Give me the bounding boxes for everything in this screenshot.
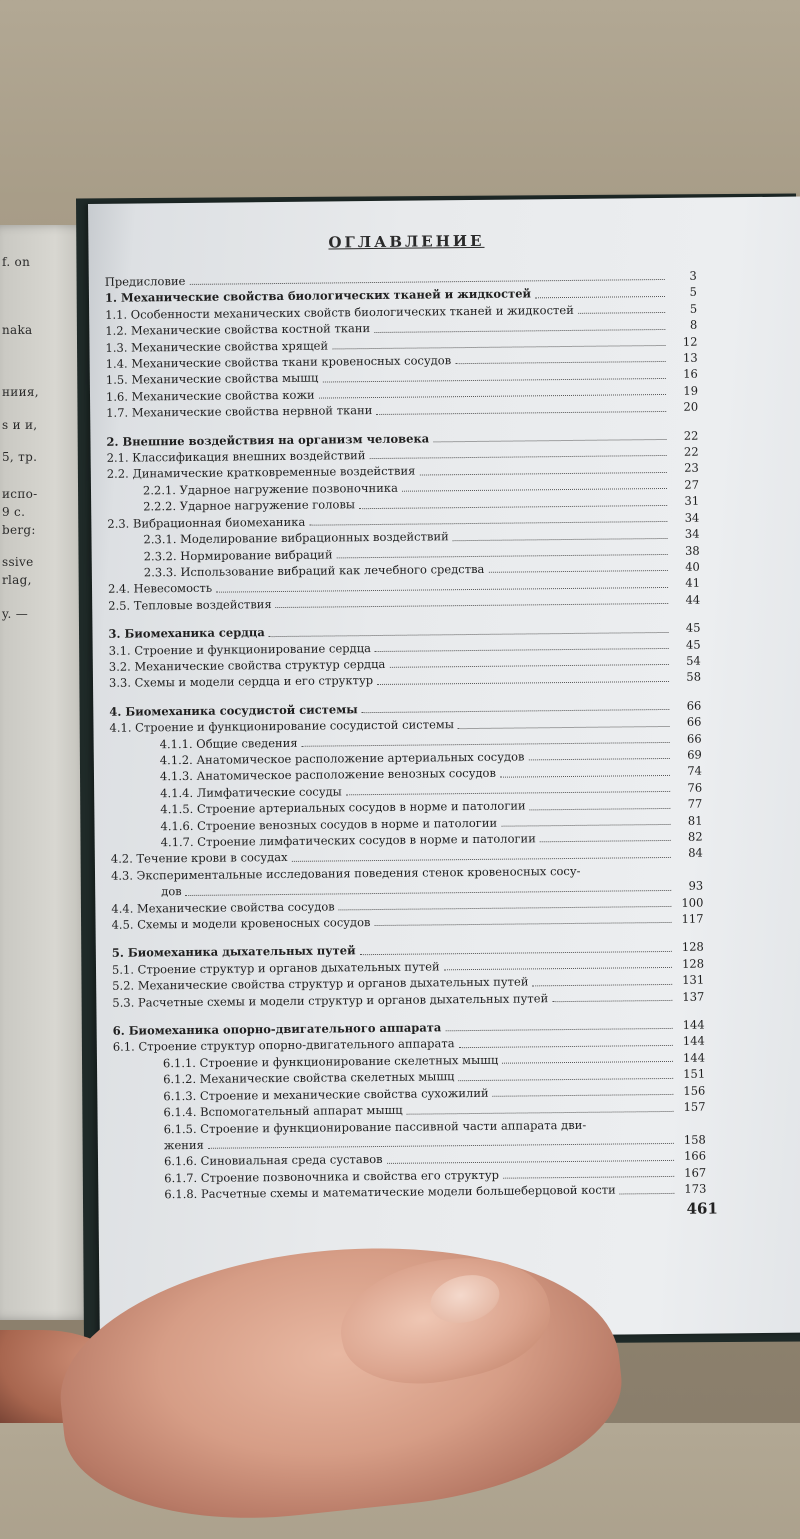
toc-entry-title: 5.2. Механические свойства структур и органов дыхательных путей — [112, 974, 528, 995]
toc-entry-title: 1. Механические свойства биологических тканей и жидкостей — [105, 286, 531, 307]
toc-entry-page: 69 — [674, 747, 702, 764]
left-page-fragment: s и и, — [2, 418, 37, 432]
toc-entry-page: 167 — [678, 1164, 706, 1181]
toc-leader-dots — [309, 521, 667, 526]
toc-entry-title: 5. Биомеханика дыхательных путей — [112, 943, 356, 962]
toc-entry-page: 27 — [671, 476, 699, 493]
toc-entry-title: 6. Биомеханика опорно-двигательного аппарата — [113, 1019, 442, 1039]
left-page-fragment: f. on — [2, 255, 30, 269]
toc-entry-title: 4.4. Механические свойства сосудов — [111, 898, 335, 917]
left-page-fragment: naka — [2, 323, 33, 337]
toc-entry-title: 2.2. Динамические кратковременные воздействия — [107, 463, 416, 483]
toc-leader-dots — [374, 329, 665, 333]
toc-leader-dots — [493, 1094, 674, 1097]
toc-leader-dots — [359, 505, 667, 509]
toc-leader-dots — [500, 775, 670, 778]
toc-entry-title: 4.1.4. Лимфатические сосуды — [110, 783, 342, 802]
toc-entry-page: 166 — [678, 1148, 706, 1165]
toc-entry-title: 1.6. Механические свойства кожи — [106, 386, 315, 405]
toc-leader-dots — [375, 648, 669, 652]
toc-entry-title: 2. Внешние воздействия на организм человека — [106, 430, 429, 450]
toc-leader-dots — [445, 1028, 672, 1031]
toc-entry-page: 13 — [670, 350, 698, 367]
toc-entry-title: 6.1.5. Строение и функционирование пассивной части аппарата дви- — [114, 1116, 587, 1137]
toc-entry-title: 6.1. Строение структур опорно-двигательного аппарата — [113, 1036, 455, 1056]
toc-entry-page: 54 — [673, 653, 701, 670]
toc-leader-dots — [502, 1061, 673, 1064]
toc-entry-title: 1.2. Механические свойства костной ткани — [105, 320, 370, 339]
toc-entry-title: 6.1.1. Строение и функционирование скелетных мышц — [113, 1052, 498, 1072]
toc-entry-page: 19 — [670, 382, 698, 399]
left-page-fragment: 9 с. — [2, 505, 25, 519]
toc-entry-title: 3.3. Схемы и модели сердца и его структур — [109, 672, 373, 691]
toc-entry-title: 2.1. Классификация внешних воздействий — [107, 447, 366, 466]
toc-entry-title: 4.1.7. Строение лимфатических сосудов в норме и патологии — [111, 830, 536, 851]
toc-entry-title: 2.4. Невесомость — [108, 580, 212, 597]
toc-leader-dots — [459, 1078, 674, 1081]
toc-list — [105, 268, 707, 1204]
toc-entry-page: 100 — [675, 894, 703, 911]
toc-entry-title: 2.3.2. Нормирование вибраций — [108, 546, 333, 565]
toc-entry-page: 76 — [674, 779, 702, 796]
toc-entry-page: 66 — [673, 714, 701, 731]
left-page-fragment: berg: — [2, 523, 36, 537]
toc-entry-title: 2.2.1. Ударное нагружение позвоночника — [107, 480, 398, 499]
toc-entry-title: 1.7. Механические свойства нервной ткани — [106, 402, 372, 421]
toc-leader-dots — [337, 554, 668, 558]
toc-entry-title: 6.1.4. Вспомогательный аппарат мышц — [113, 1102, 402, 1121]
toc-entry-title: 6.1.3. Строение и механические свойства сухожилий — [113, 1085, 488, 1105]
toc-entry-page: 131 — [676, 972, 704, 989]
toc-entry-page: 31 — [671, 493, 699, 510]
toc-entry-title: 4.1.6. Строение венозных сосудов в норме и патологии — [110, 814, 497, 834]
toc-entry-title: 4.1. Строение и функционирование сосудистой системы — [109, 716, 454, 736]
toc-entry-title: 4.3. Экспериментальные исследования поведения стенок кровеносных сосу- — [111, 863, 581, 884]
toc-entry-title: 4.1.5. Строение артериальных сосудов в норме и патологии — [110, 798, 525, 819]
toc-entry-title: 1.3. Механические свойства хрящей — [105, 337, 328, 356]
toc-entry-page: 151 — [677, 1066, 705, 1083]
toc-leader-dots — [419, 472, 666, 476]
toc-entry-page: 20 — [670, 399, 698, 416]
toc-entry-page: 157 — [677, 1099, 705, 1116]
toc-entry-page: 23 — [671, 460, 699, 477]
toc-entry-title: 2.2.2. Ударное нагружение головы — [107, 497, 355, 516]
toc-leader-dots — [362, 709, 670, 713]
toc-entry-title: 3.2. Механические свойства структур сердца — [109, 656, 386, 675]
toc-leader-dots — [339, 906, 672, 910]
toc-entry-page: 144 — [677, 1049, 705, 1066]
toc-leader-dots — [433, 439, 666, 442]
toc-entry-title: 4.1.2. Анатомическое расположение артериальных сосудов — [110, 748, 525, 769]
toc-leader-dots — [444, 967, 672, 970]
toc-entry-title: дов — [111, 883, 182, 900]
toc-entry-title: 1.1. Особенности механических свойств биологических тканей и жидкостей — [105, 302, 574, 323]
toc-entry-page: 156 — [677, 1082, 705, 1099]
toc-entry-page: 40 — [672, 559, 700, 576]
toc-leader-dots — [376, 411, 666, 415]
toc-entry-page: 66 — [673, 697, 701, 714]
toc-entry-page: 12 — [669, 333, 697, 350]
toc-leader-dots — [528, 758, 669, 760]
toc-title: ОГЛАВЛЕНИЕ — [328, 232, 484, 252]
toc-entry-page: 128 — [676, 955, 704, 972]
toc-entry-page: 173 — [678, 1181, 706, 1198]
toc-entry-page: 5 — [669, 284, 697, 301]
toc-entry-page: 66 — [674, 730, 702, 747]
toc-entry-title: 4.2. Течение крови в сосудах — [111, 849, 288, 867]
toc-entry-page: 158 — [678, 1131, 706, 1148]
toc-leader-dots — [407, 1110, 674, 1114]
toc-entry-page: 5 — [669, 300, 697, 317]
toc-leader-dots — [332, 345, 665, 349]
toc-leader-dots — [535, 296, 665, 298]
toc-entry-page: 77 — [674, 796, 702, 813]
toc-entry-title: 2.5. Тепловые воздействия — [108, 596, 272, 614]
toc-leader-dots — [370, 455, 667, 459]
toc-leader-dots — [578, 312, 665, 314]
book-page — [88, 197, 800, 1340]
toc-leader-dots — [377, 681, 669, 685]
toc-entry-title: 5.3. Расчетные схемы и модели структур и органов дыхательных путей — [112, 990, 548, 1011]
toc-entry-title: 2.3.1. Моделирование вибрационных воздействий — [107, 528, 448, 548]
toc-leader-dots — [455, 361, 665, 364]
toc-entry-title: 3. Биомеханика сердца — [108, 624, 264, 642]
toc-leader-dots — [360, 951, 672, 955]
toc-leader-dots — [453, 537, 668, 540]
toc-leader-dots — [552, 1000, 672, 1002]
toc-entry-title: 3.1. Строение и функционирование сердца — [109, 640, 371, 659]
toc-entry-page: 8 — [669, 317, 697, 334]
toc-leader-dots — [459, 1045, 673, 1048]
toc-leader-dots — [402, 488, 667, 492]
left-page-fragment: y. — — [2, 607, 28, 621]
toc-entry-page: 16 — [670, 366, 698, 383]
toc-entry-page: 74 — [674, 763, 702, 780]
toc-entry-page: 84 — [675, 845, 703, 862]
toc-entry-page: 44 — [672, 591, 700, 608]
toc-entry-page: 117 — [675, 911, 703, 928]
toc-entry-title: 4.5. Схемы и модели кровеносных сосудов — [111, 914, 370, 933]
toc-leader-dots — [530, 808, 671, 810]
toc-entry-page: 144 — [677, 1017, 705, 1034]
page-number: 461 — [686, 1199, 717, 1217]
toc-leader-dots — [620, 1192, 675, 1194]
toc-entry-page: 144 — [677, 1033, 705, 1050]
toc-entry-page: 22 — [670, 427, 698, 444]
toc-entry-page: 93 — [675, 878, 703, 895]
left-page-fragment: испо- — [2, 487, 38, 501]
toc-entry-title: 4.1.1. Общие сведения — [110, 734, 298, 752]
toc-entry-title: 6.1.6. Синовиальная среда суставов — [114, 1151, 383, 1170]
toc-entry-page: 3 — [669, 268, 697, 285]
toc-entry-title: 1.5. Механические свойства мышц — [106, 370, 319, 389]
toc-entry-title: 2.3.3. Использование вибраций как лечебного средства — [108, 561, 485, 581]
toc-leader-dots — [319, 394, 666, 399]
toc-leader-dots — [269, 631, 669, 636]
toc-entry-page: 45 — [673, 636, 701, 653]
toc-leader-dots — [389, 664, 668, 668]
left-page-fragment: rlag, — [2, 573, 32, 587]
toc-entry-title: 5.1. Строение структур и органов дыхательных путей — [112, 958, 440, 978]
toc-entry-title: жения — [114, 1137, 204, 1154]
toc-leader-dots — [346, 791, 670, 795]
toc-leader-dots — [501, 824, 670, 827]
toc-leader-dots — [276, 603, 669, 608]
toc-entry-title: 4.1.3. Анатомическое расположение венозных сосудов — [110, 765, 496, 785]
toc-leader-dots — [387, 1160, 674, 1164]
toc-entry-page: 45 — [672, 620, 700, 637]
toc-leader-dots — [458, 726, 670, 729]
toc-entry-page: 41 — [672, 575, 700, 592]
toc-entry-title: 4. Биомеханика сосудистой системы — [109, 701, 358, 720]
toc-entry-title: 1.4. Механические свойства ткани кровеносных сосудов — [106, 352, 452, 372]
toc-leader-dots — [540, 840, 671, 842]
toc-entry-page: 82 — [675, 829, 703, 846]
toc-entry-page: 34 — [671, 509, 699, 526]
left-page-fragment: ниия, — [2, 385, 39, 399]
toc-leader-dots — [302, 742, 670, 747]
toc-leader-dots — [533, 984, 673, 986]
toc-entry-title: 6.1.8. Расчетные схемы и математические модели большеберцовой кости — [114, 1182, 616, 1204]
toc-entry-page: 128 — [676, 939, 704, 956]
toc-leader-dots — [503, 1176, 674, 1179]
toc-leader-dots — [322, 378, 665, 383]
toc-leader-dots — [488, 570, 667, 573]
toc-entry-page: 137 — [676, 988, 704, 1005]
left-page-fragment: ssive — [2, 555, 34, 569]
toc-entry-title: 2.3. Вибрационная биомеханика — [107, 513, 305, 531]
toc-entry-page: 81 — [674, 812, 702, 829]
toc-entry-title: Предисловие — [105, 273, 186, 290]
toc-entry-title: 6.1.7. Строение позвоночника и свойства его структур — [114, 1166, 499, 1186]
toc-entry-page: 34 — [671, 526, 699, 543]
left-page-fragment: 5, тр. — [2, 450, 37, 464]
toc-entry-title: 6.1.2. Механические свойства скелетных мышц — [113, 1068, 454, 1088]
toc-entry-page: 38 — [672, 542, 700, 559]
toc-leader-dots — [292, 857, 671, 862]
toc-entry-page: 58 — [673, 669, 701, 686]
toc-entry-page: 22 — [671, 444, 699, 461]
toc-leader-dots — [375, 922, 672, 926]
